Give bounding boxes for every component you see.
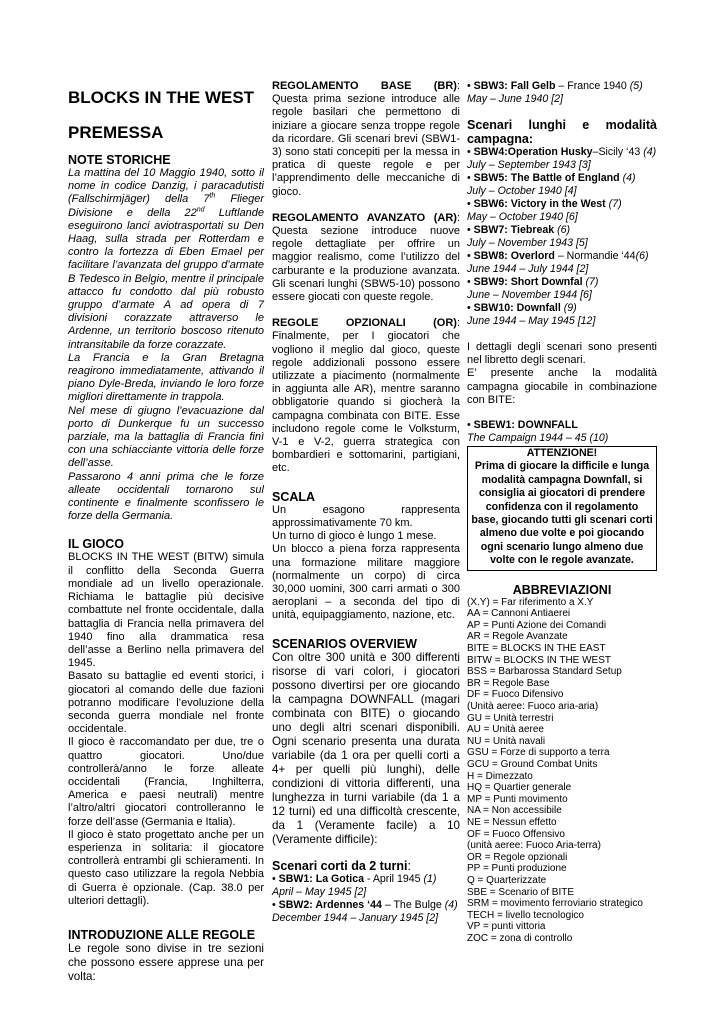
abbreviation-item: NU = Unità navali — [467, 735, 546, 747]
scenario-sbw8: • SBW8: Overlord – Normandie ‘44(6) — [467, 250, 649, 262]
abbreviation-item: (unità aeree: Fuoco Aria-terra) — [467, 840, 601, 852]
abbreviation-item: GU = Unità terrestri — [467, 712, 554, 724]
abbreviation-item: HQ = Quartier generale — [467, 782, 572, 794]
heading-short-scenarios: Scenari corti da 2 turni: — [272, 858, 411, 873]
abbreviation-item: H = Dimezzato — [467, 770, 533, 782]
il-gioco-text — [68, 551, 264, 907]
scenario-sbw2-dates: December 1944 – January 1945 [2] — [272, 911, 439, 924]
scenario-sbw7: • SBW7: Tiebreak (6) — [467, 224, 571, 236]
scenario-sbw4: • SBW4:Operation Husky–Sicily ‘43 (4) — [467, 146, 657, 158]
note-storiche-text — [68, 167, 264, 523]
abbreviation-item: AA = Cannoni Antiaerei — [467, 608, 571, 620]
heading-il-gioco: IL GIOCO — [68, 537, 125, 552]
note-paragraph-1: La mattina del 10 Maggio 1940, sotto il nome in codice Danzig, i paracadutisti (Fallschirmjäger) della 7th Flieger Divisione e della 22nd Luftlande eseguirono lanci aviotrasportati su Den Haag, sulla strada per Rotterdam e contro la fortezza di Eben Emael per facilitare l’avanzata del gruppo d’armate B Tedesco in Belgio, mentre il principale attacco fu condotto dal più robusto gruppo d’armate A ad opera di 7 divisioni corazzate attraverso le Ardenne, un territorio boscoso ritenuto intransitabile da forze corazzate. — [68, 167, 265, 351]
abbreviation-item: ZOC = zona di controllo — [467, 932, 573, 944]
attention-text: Prima di giocare la difficile e lunga modalità campagna Downfall, si consiglia ai giocatori di prendere confidenza con il regolamento base, giocando tutti gli scenari corti almeno due volte e poi giocando ogni scenario lungo almeno due volte con le regole avanzate. — [471, 460, 653, 567]
left-column — [68, 80, 264, 984]
abbreviation-item: BITE = BLOCKS IN THE EAST — [467, 643, 606, 655]
abbreviation-item: BR = Regole Base — [467, 677, 550, 689]
abbreviation-item: GSU = Forze di supporto a terra — [467, 747, 610, 759]
scenario-sbw1-dates: April – May 1945 [2] — [272, 885, 367, 898]
middle-column — [272, 80, 460, 925]
or-label: REGOLE OPZIONALI (OR) — [272, 317, 457, 330]
attention-box — [467, 446, 657, 571]
br-section: REGOLAMENTO BASE (BR): Questa prima sezione introduce alle regole basilari che permettono di iniziare a giocare senza troppe regole da ricordare. Gli scenari brevi (SBW1-3) sono stati concepiti per la messa in pratica di queste regole e per l’apprendimento delle meccaniche di gioco. — [272, 80, 460, 198]
abbreviation-item: Q = Quarterizzate — [467, 874, 547, 886]
scenario-sbw10: • SBW10: Downfall (9) — [467, 302, 577, 314]
abbreviations-section — [467, 583, 657, 945]
heading-introduzione: INTRODUZIONE ALLE REGOLE — [68, 927, 256, 942]
introduzione-text: Le regole sono divise in tre sezioni che possono essere apprese una per volta: — [68, 941, 264, 983]
note-paragraph-4: Passarono 4 anni prima che le forze alleate occidentali tornarono sul continente e finalmente sconfissero le forze della Germania. — [68, 470, 264, 523]
abbreviation-item: MP = Punti movimento — [467, 793, 568, 805]
abbreviation-item: SBE = Scenario of BITE — [467, 886, 574, 898]
attention-title: ATTENZIONE! — [526, 447, 598, 460]
document-title: BLOCKS IN THE WEST — [68, 88, 255, 107]
gioco-paragraph-2: Basato su battaglie ed eventi storici, i giocatori al comando delle due fazioni potranno modificare l’evoluzione della seconda guerra mondiale nel fronte occidentale. — [68, 670, 264, 736]
heading-scenarios-overview: SCENARIOS OVERVIEW — [272, 636, 417, 651]
abbreviation-item: AU = Unità aeree — [467, 724, 544, 736]
right-column: • SBW3: Fall Gelb – France 1940 (5) May – June 1940 [2] Scenari lunghi e modalità campagna: • SBW4:Operation Husky–Sicily ‘43 (4) July – September 1943 [3] • SBW5: The Battle of England (4) July – October 1940 [4] • SBW6: Victory in the West (7) May – October 1940 [6] • SBW7: Tiebreak (6) July – November 1943 [5] • SBW8: Overlord – Normandie ‘44(6) June 1944 – July 1944 [2] • SBW9: Short Downfal (7) June – November 1944 [6] • SBW10: Downfall (9) June 1944 – May 1945 [12] I dettagli degli scenari sono presenti nel libretto degli scenari. E’ presente anche la modalità campagna giocabile in combinazione con BITE: • SBEW1: DOWNFALL The Campaign 1944 – 45 (10) ATTENZIONE! Prima di giocare la difficile e lunga modalità campagna Downfall, si consiglia ai giocatori di prendere confidenza con il regolamento base, giocando tutti gli scenari corti almeno due volte e poi giocando ogni scenario lungo almeno due volte con le regole avanzate. ABBREVIAZIONI (X.Y) = Far riferimento a X.Y AA = Cannoni Antiaerei AP = Punti Azione dei Comandi AR = Regole Avanzate BITE = BLOCKS IN THE EAST BITW = BLOCKS IN THE WEST BSS = Barbarossa Standard Setup BR = Regole Base DF = Fuoco Difensivo (Unità aeree: Fuoco aria-aria) GU = Unità terrestri AU = Unità aeree NU = Unità navali GSU = Forze di supporto a terra GCU = Ground Combat Units H = Dimezzato HQ = Quartier generale MP = Punti movimento NA = Non accessibile NE = Nessun effetto OF = Fuoco Offensivo (unità aeree: Fuoco Aria-terra) OR = Regole opzionali PP = Punti produzione Q = Quarterizzate SBE = Scenario of BITE SRM = movimento ferroviario strategico TECH = livello tecnologico VP = punti vittoria ZOC = zona di controllo — [467, 80, 657, 944]
scenarios-overview-text: Con oltre 300 unità e 300 differenti risorse di vari colori, i giocatori possono divertirsi per ore giocando la campagna DOWNFALL (magari combinata con BITE) o giocando uno degli altri scenari disponibili. Ogni scenario presenta una durata variabile (da 1 ora per quelli corti a 4+ per quelli più lunghi), delle condizioni di vittoria differenti, una lunghezza in turni variabile (da 1 a 12 turni) ed una difficoltà crescente, da 1 (Veramente facile) a 10 (Veramente difficile): — [272, 650, 460, 846]
scenario-sbw6: • SBW6: Victory in the West (7) — [467, 198, 622, 210]
abbreviation-item: (X.Y) = Far riferimento a X.Y — [467, 596, 594, 608]
note-paragraph-3: Nel mese di giugno l’evacuazione dal porto di Dunkerque fu un successo parziale, ma la battaglia di Francia finì con una schiacciante vittoria delle forze dell’asse. — [68, 404, 264, 470]
scenario-sbw2: • SBW2: Ardennes ‘44 – The Bulge (4) — [272, 898, 458, 911]
scenario-sbew1: • SBEW1: DOWNFALL — [467, 419, 578, 432]
abbreviation-item: OR = Regole opzionali — [467, 851, 568, 863]
abbreviations-list — [467, 597, 657, 945]
heading-note-storiche: NOTE STORICHE — [68, 153, 171, 167]
heading-long-scenarios: Scenari lunghi e modalità campagna: — [467, 118, 657, 146]
abbreviation-item: NA = Non accessibile — [467, 805, 562, 817]
abbreviation-item: (Unità aeree: Fuoco aria-aria) — [467, 701, 599, 713]
abbreviation-item: AP = Punti Azione dei Comandi — [467, 619, 607, 631]
abbreviation-item: TECH = livello tecnologico — [467, 909, 584, 921]
ar-section: REGOLAMENTO AVANZATO (AR): Questa sezione introduce nuove regole dettagliate per offrire un maggior realismo, come l’utilizzo del carburante e la produzione avanzata. Gli scenari lunghi (SBW5-10) possono essere giocati con queste regole. — [272, 211, 460, 304]
abbreviation-item: AR = Regole Avanzate — [467, 631, 568, 643]
abbreviation-item: BSS = Barbarossa Standard Setup — [467, 666, 622, 678]
scenario-sbw5: • SBW5: The Battle of England (4) — [467, 172, 636, 184]
abbreviation-item: SRM = movimento ferroviario strategico — [467, 898, 643, 910]
abbreviation-item: NE = Nessun effetto — [467, 816, 557, 828]
scala-text: Un esagono rappresenta approssimativamente 70 km. Un turno di gioco è lungo 1 mese. Un blocco a piena forza rappresenta una formazione militare maggiore (normalmente un corpo) di circa 30,000 uomini, 300 carri armati o 300 aeroplani – a seconda del tipo di unità, equipaggiamento, nazione, etc. — [272, 503, 460, 622]
gioco-paragraph-4: Il gioco è stato progettato anche per un esperienza in solitaria: il giocatore controllerà entrambi gli schieramenti. In questo caso utilizzare la regola Nebbia di Guerra è opzionale. (Cap. 38.0 per ulteriori dettagli). — [68, 828, 264, 907]
scenario-sbew1-subtitle: The Campaign 1944 – 45 (10) — [467, 432, 609, 445]
scenario-sbw9: • SBW9: Short Downfal (7) — [467, 276, 599, 288]
scenario-sbw3: • SBW3: Fall Gelb – France 1940 (5) — [467, 80, 643, 92]
abbreviation-item: DF = Fuoco Difensivo — [467, 689, 564, 701]
or-section: REGOLE OPZIONALI (OR): Finalmente, per I giocatori che vogliono il meglio dal gioco, queste regole addizionali possono essere utilizzate a piacimento (normalmente in aggiunta alle AR), mentre saranno obbligatorie quando si giocherà la campagna combinata con BITE. Esse includono regole come le Volksturm, V-1 e V-2, guerra strategica con bombardieri e sottomarini, partigiani, etc. — [272, 317, 460, 475]
section-title-premessa: PREMESSA — [68, 123, 164, 142]
gioco-paragraph-1: BLOCKS IN THE WEST (BITW) simula il conflitto della Seconda Guerra mondiale ad un livello operazionale. Richiama le battaglie più decisive combattute nel fronte occidentale, dalla battaglia di Francia nella primavera del 1940 fino alla drammatica resa dell’asse a Berlino nella primavera del 1945. — [68, 551, 264, 670]
heading-scala: SCALA — [272, 489, 316, 504]
abbreviation-item: PP = Punti produzione — [467, 863, 567, 875]
abbreviation-item: VP = punti vittoria — [467, 921, 546, 933]
campaign-text: E’ presente anche la modalità campagna giocabile in combinazione con BITE: — [467, 367, 657, 406]
scenario-sbw3-dates: May – June 1940 [2] — [467, 93, 563, 105]
note-paragraph-2: La Francia e la Gran Bretagna reagirono immediatamente, attivando il piano Dyle-Breda, inviando le loro forze migliori direttamente in trappola. — [68, 351, 264, 404]
gioco-paragraph-3: Il gioco è raccomandato per due, tre o quattro giocatori. Uno/due controllerà/anno le forze alleate occidentali (Francia, Inghilterra, America e paesi neutrali) mentre l’altro/altri giocatori controlleranno le forze dell’asse (Germania e Italia). — [68, 736, 264, 828]
scenario-details-text: I dettagli degli scenari sono presenti nel libretto degli scenari. — [467, 341, 657, 367]
abbreviation-item: BITW = BLOCKS IN THE WEST — [467, 654, 612, 666]
ar-label: REGOLAMENTO AVANZATO (AR) — [272, 211, 457, 224]
br-label: REGOLAMENTO BASE (BR) — [272, 80, 457, 92]
abbreviation-item: GCU = Ground Combat Units — [467, 758, 598, 770]
abbreviations-heading: ABBREVIAZIONI — [512, 582, 612, 597]
scenario-sbw1: • SBW1: La Gotica - April 1945 (1) — [272, 872, 437, 885]
abbreviation-item: OF = Fuoco Offensivo — [467, 828, 565, 840]
